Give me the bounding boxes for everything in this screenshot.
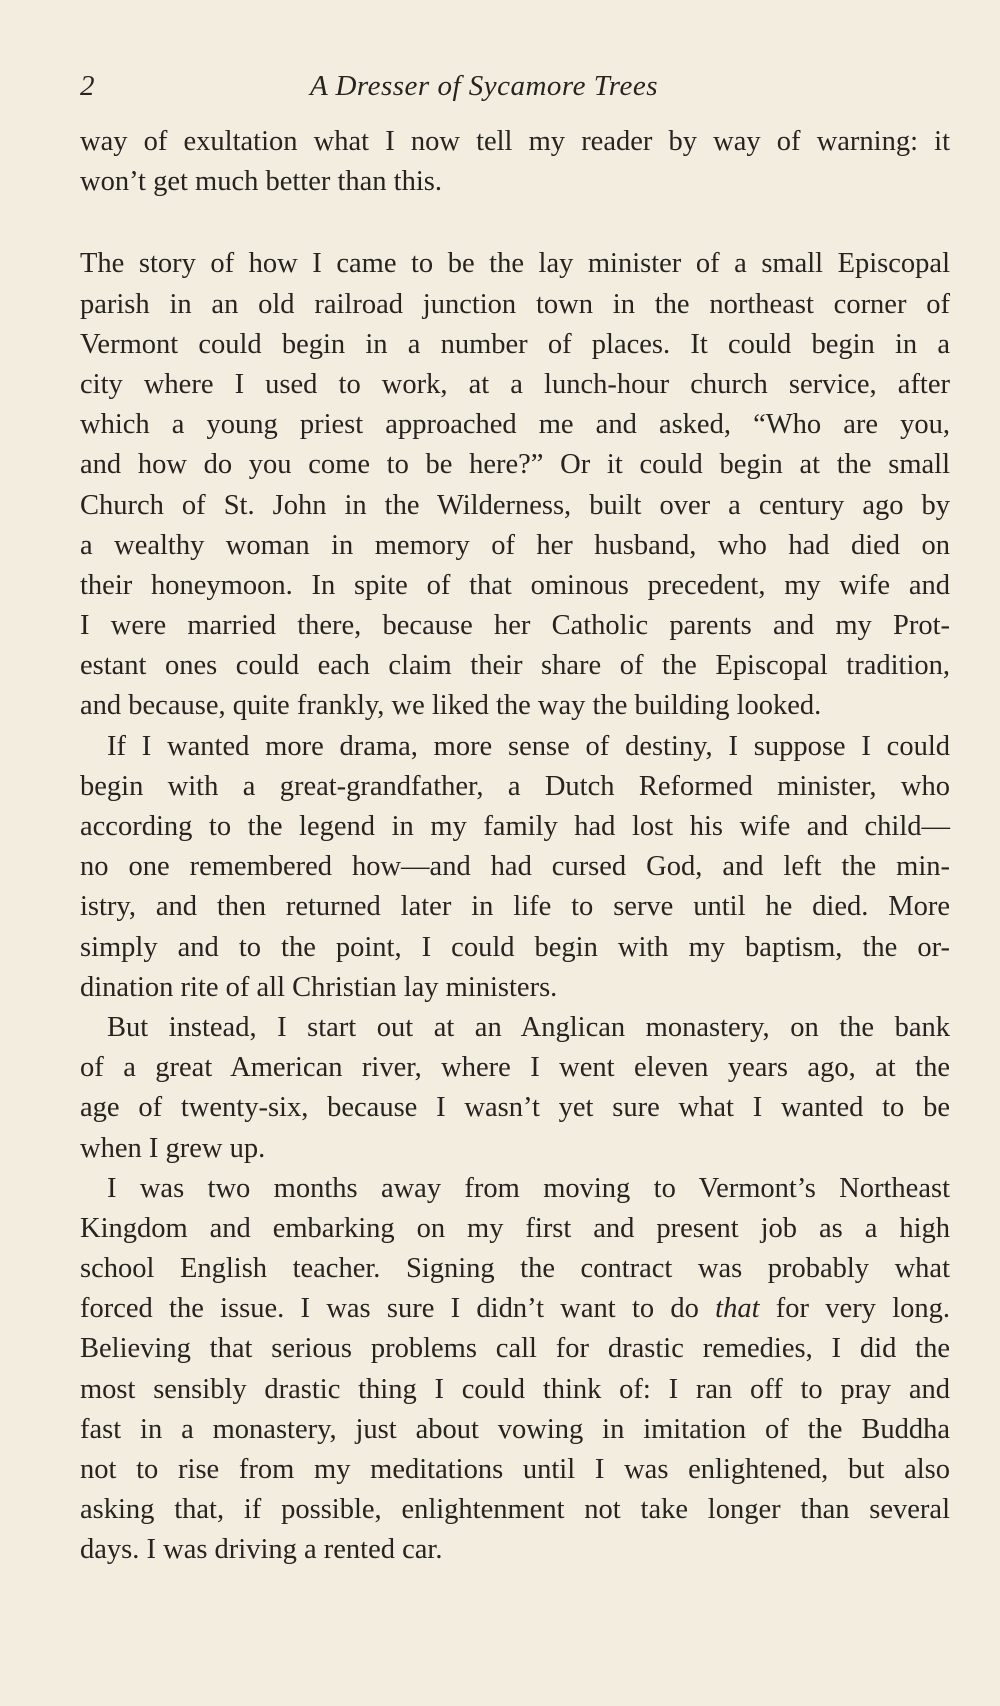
- text-line: no one remembered how—and had cursed God, and left the min-: [80, 851, 950, 883]
- text-line: days. I was driving a rented car.: [80, 1534, 443, 1566]
- text-line: fast in a monastery, just about vowing in imitation of the Buddha: [80, 1413, 950, 1445]
- text-line: I were married there, because her Catholic parents and my Prot-: [80, 610, 950, 642]
- text-line: when I grew up.: [80, 1132, 266, 1164]
- text-line: and how do you come to be here?” Or it could begin at the small: [80, 449, 950, 481]
- text-line: school English teacher. Signing the contract was probably what: [80, 1253, 950, 1285]
- text-line: a wealthy woman in memory of her husband, who had died on: [80, 529, 950, 561]
- text-line: dination rite of all Christian lay ministers.: [80, 971, 558, 1003]
- paragraph: [80, 1169, 950, 1571]
- text-line-with-emphasis: [80, 1289, 950, 1329]
- text-run: for very long.: [759, 1293, 951, 1325]
- text-line: parish in an old railroad junction town in the northeast corner of: [80, 288, 950, 320]
- text-line: according to the legend in my family had lost his wife and child—: [80, 811, 950, 842]
- text-line: most sensibly drastic thing I could think of: I ran off to pray and: [80, 1373, 950, 1405]
- text-line: asking that, if possible, enlightenment not take longer than several: [80, 1494, 950, 1526]
- text-line: If I wanted more drama, more sense of destiny, I suppose I could: [107, 730, 950, 762]
- text-line: Church of St. John in the Wilderness, built over a century ago by: [80, 489, 950, 521]
- text-line: Believing that serious problems call for drastic remedies, I did the: [80, 1333, 950, 1365]
- text-line: way of exultation what I now tell my reader by way of warning: it: [80, 126, 950, 157]
- paragraph: [80, 122, 950, 202]
- page-number: 2: [80, 70, 95, 102]
- paragraph: [80, 244, 950, 726]
- text-line: and because, quite frankly, we liked the way the building looked.: [80, 690, 822, 722]
- book-title: A Dresser of Sycamore Trees: [310, 70, 659, 102]
- text-line: I was two months away from moving to Vermont’s Northeast: [107, 1172, 950, 1204]
- text-line: simply and to the point, I could begin with my baptism, the or-: [80, 931, 950, 963]
- text-line: istry, and then returned later in life to serve until he died. More: [80, 891, 950, 923]
- running-head: [80, 66, 950, 110]
- text-line: begin with a great-grandfather, a Dutch Reformed minister, who: [80, 770, 950, 802]
- text-line: city where I used to work, at a lunch-hour church service, after: [80, 368, 950, 400]
- text-run: forced the issue. I was sure I didn’t want to do: [80, 1293, 716, 1325]
- body-text: [80, 122, 950, 1571]
- text-line: not to rise from my meditations until I was enlightened, but also: [80, 1454, 950, 1485]
- text-line: which a young priest approached me and asked, “Who are you,: [80, 409, 950, 441]
- text-line: estant ones could each claim their share of the Episcopal tradition,: [80, 650, 950, 682]
- paragraph: [80, 1008, 950, 1169]
- paragraph: [80, 727, 950, 1008]
- text-line: Kingdom and embarking on my first and present job as a high: [80, 1212, 950, 1244]
- emphasis-text: that: [715, 1293, 760, 1325]
- text-line: age of twenty-six, because I wasn’t yet sure what I wanted to be: [80, 1092, 950, 1124]
- text-line: The story of how I came to be the lay minister of a small Episcopal: [80, 248, 950, 280]
- text-line: But instead, I start out at an Anglican monastery, on the bank: [107, 1011, 950, 1043]
- text-line: of a great American river, where I went eleven years ago, at the: [80, 1052, 950, 1084]
- text-line: Vermont could begin in a number of places. It could begin in a: [80, 328, 950, 360]
- text-line: won’t get much better than this.: [80, 166, 442, 198]
- section-break: [80, 202, 950, 244]
- text-line: their honeymoon. In spite of that ominous precedent, my wife and: [80, 569, 950, 601]
